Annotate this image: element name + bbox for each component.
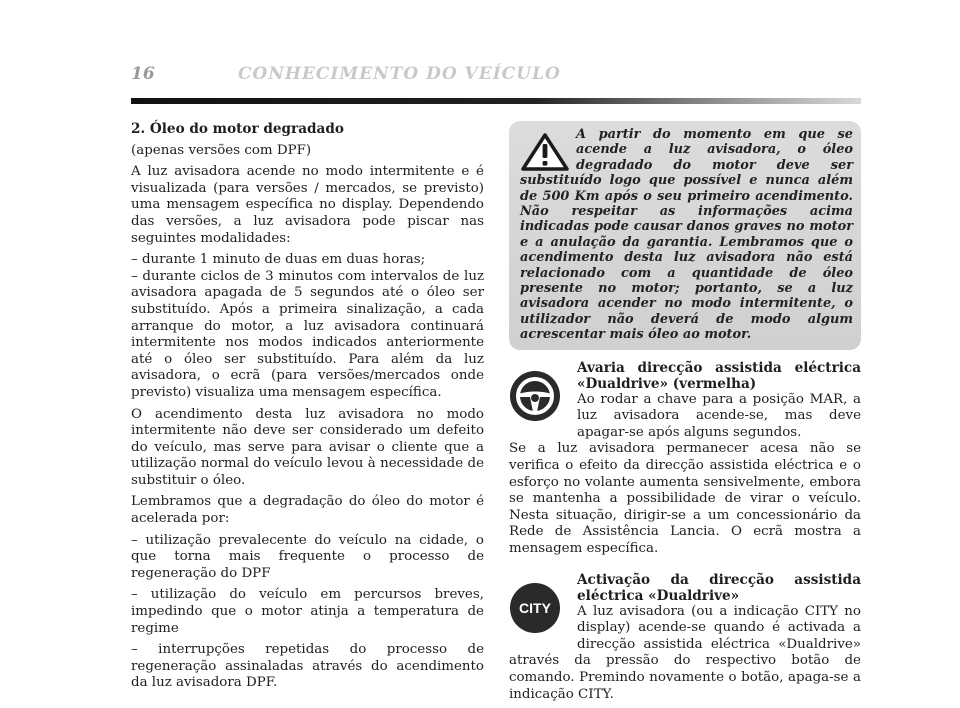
bullet-dpf-interruptions: – interrupções repetidas do processo de regeneração assinaladas através do acendimento da luz avisadora DPF.: [131, 642, 484, 691]
city-mode-icon: [509, 582, 561, 634]
warning-triangle-icon: [520, 132, 570, 172]
steering-fault-para2: Se a luz avisadora permanecer acesa não se verifica o efeito da direcção assistida eléctrica e o esforço no volante aumenta sensivelmente, embora se mantenha a possibilidade de virar o veículo. Nesta situação, dirigir-se a um concessionário da Rede de Assistência Lancia. O ecrã mostra a mensagem específica.: [509, 441, 861, 557]
steering-wheel-warning-icon: [509, 370, 561, 422]
running-header: CONHECIMENTO DO VEÍCULO: [238, 64, 561, 84]
paragraph-intro: A luz avisadora acende no modo intermitente e é visualizada (para versões / mercados, se previsto) uma mensagem específica no display. Dependendo das versões, a luz avisadora pode piscar nas seguintes modalidades:: [131, 164, 484, 246]
list-item-2: – durante ciclos de 3 minutos com intervalos de luz avisadora apagada de 5 segundos até o óleo ser substituído. Após a primeira sinalização, a cada arranque do motor, a luz avisadora continuará intermitente nos modos indicados anteriormente até o óleo ser substituído. Para além da luz avisadora, o ecrã (para versões/mercados onde previsto) visualiza uma mensagem específica.: [131, 268, 484, 400]
warning-text: A partir do momento em que se acende a luz avisadora, o óleo degradado do motor deve ser substituído logo que possível e nunca além de 500 Km após o seu primeiro acendimento. Não respeitar as informações acima indicadas pode causar danos graves no motor e a anulação da garantia. Lembramos que o acendimento desta luz avisadora não está relacionado com a quantidade de óleo presente no motor; portanto, se a luz avisadora acender no modo intermitente, o utilizador não deverá de modo algum acrescentar mais óleo ao motor.: [520, 127, 853, 343]
paragraph-accelerated: Lembramos que a degradação do óleo do motor é acelerada por:: [131, 494, 484, 527]
city-mode-title: Activação da direcção assistida eléctrica «Dualdrive»: [577, 571, 861, 604]
left-column: [131, 121, 484, 697]
header-rule: [131, 98, 861, 104]
city-icon-label: CITY: [519, 599, 551, 616]
section-title: 2. Óleo do motor degradado: [131, 121, 344, 137]
page-number: 16: [131, 64, 155, 84]
steering-fault-para1: Ao rodar a chave para a posição MAR, a luz avisadora acende-se, mas deve apagar-se após alguns segundos.: [577, 391, 861, 440]
warning-box: [509, 121, 861, 350]
section-subtitle: (apenas versões com DPF): [131, 142, 312, 158]
right-column: [509, 121, 861, 703]
bullet-city-use: – utilização prevalecente do veículo na cidade, o que torna mais frequente o processo de regeneração do DPF: [131, 532, 484, 581]
steering-fault-block: [509, 360, 861, 558]
city-mode-para1: A luz avisadora (ou a indicação CITY no display) acende-se quando é activada a direcção assistida eléctrica «Dualdrive» através da pressão do respectivo botão de comando. Premindo novamente o botão, apaga-se a indicação CITY.: [509, 603, 861, 702]
list-item-1: – durante 1 minuto de duas em duas horas;: [131, 252, 426, 268]
bullet-short-trips: – utilização do veículo em percursos breves, impedindo que o motor atinja a temperatura de regime: [131, 587, 484, 636]
paragraph-defect: O acendimento desta luz avisadora no modo intermitente não deve ser considerado um defeito do veículo, mas serve para avisar o cliente que a utilização normal do veículo levou à necessidade de substituir o óleo.: [131, 406, 484, 488]
steering-fault-title: Avaria direcção assistida eléctrica «Dualdrive» (vermelha): [577, 359, 861, 392]
city-mode-block: [509, 572, 861, 704]
